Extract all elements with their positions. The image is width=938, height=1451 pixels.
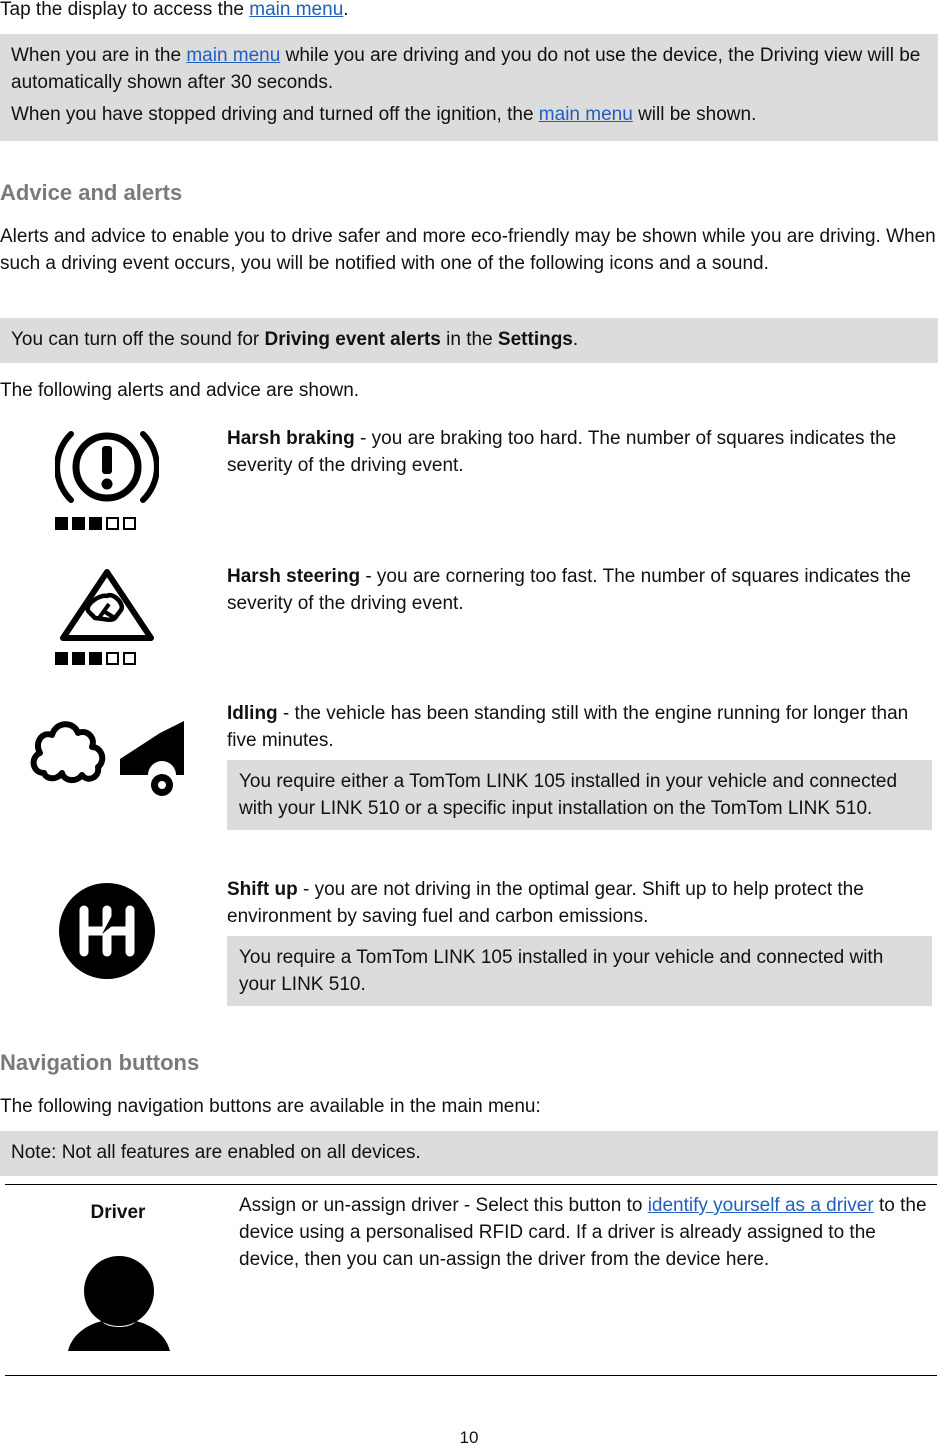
driver-description: Assign or un-assign driver - Select this button to identify yourself as a driver to the device using a personalised RFID card. If a driver is already assigned to the device, then you can un-assign the driver from the device here. bbox=[239, 1195, 927, 1270]
severity-square-filled bbox=[72, 652, 85, 665]
navigation-heading: Navigation buttons bbox=[0, 1050, 200, 1075]
sound-note: You can turn off the sound for Driving event alerts in the Settings. bbox=[0, 318, 938, 363]
advice-body: Alerts and advice to enable you to drive safer and more eco-friendly may be shown while you are driving. When such a driving event occurs, you will be notified with one of the following icons and a sound. bbox=[0, 226, 936, 274]
severity-square-filled bbox=[55, 517, 68, 530]
table-bottom-rule bbox=[5, 1375, 937, 1376]
severity-square-filled bbox=[72, 517, 85, 530]
idling-requirement-note: You require either a TomTom LINK 105 installed in your vehicle and connected with your LINK 510 or a specific input installation on the TomTom LINK 510. bbox=[227, 760, 932, 830]
page-number: 10 bbox=[459, 1428, 479, 1447]
alert-shift-up: Shift up - you are not driving in the optimal gear. Shift up to help protect the environment by saving fuel and carbon emissions. You require a TomTom LINK 105 installed in your vehicle and connected with your LINK 510. bbox=[0, 876, 938, 1012]
severity-square-filled bbox=[89, 517, 102, 530]
alerts-intro: The following alerts and advice are shown. bbox=[0, 380, 360, 401]
severity-square-empty bbox=[123, 652, 136, 665]
severity-square-empty bbox=[106, 517, 119, 530]
alert-title: Harsh braking bbox=[227, 428, 355, 449]
driver-button[interactable] bbox=[66, 1255, 172, 1361]
severity-square-empty bbox=[106, 652, 119, 665]
driver-button-label: Driver bbox=[90, 1202, 146, 1223]
navigation-body: The following navigation buttons are available in the main menu: bbox=[0, 1096, 541, 1117]
table-top-rule bbox=[5, 1184, 937, 1185]
severity-indicator bbox=[55, 517, 159, 544]
features-note: Note: Not all features are enabled on all devices. bbox=[0, 1131, 938, 1176]
severity-square-empty bbox=[123, 517, 136, 530]
main-menu-link[interactable]: main menu bbox=[249, 0, 344, 20]
harsh-braking-icon bbox=[55, 428, 159, 506]
severity-indicator bbox=[55, 652, 159, 679]
harsh-steering-icon bbox=[55, 566, 159, 642]
severity-square-filled bbox=[55, 652, 68, 665]
severity-square-filled bbox=[89, 652, 102, 665]
alert-title: Idling bbox=[227, 703, 278, 724]
alert-idling: Idling - the vehicle has been standing still with the engine running for longer than five minutes. You require either a TomTom LINK 105 installed in your vehicle and connected with your LINK 510 or a specific input installation on the TomTom LINK 510. bbox=[0, 700, 938, 862]
alert-title: Shift up bbox=[227, 879, 298, 900]
idling-icon bbox=[28, 715, 188, 797]
alert-harsh-steering: Harsh steering - you are cornering too fast. The number of squares indicates the severity of the driving event. bbox=[0, 563, 938, 673]
main-menu-link[interactable]: main menu bbox=[538, 104, 633, 125]
main-menu-link[interactable]: main menu bbox=[186, 45, 281, 66]
alert-title: Harsh steering bbox=[227, 566, 361, 587]
identify-driver-link[interactable]: identify yourself as a driver bbox=[647, 1195, 874, 1216]
shift-up-requirement-note: You require a TomTom LINK 105 installed in your vehicle and connected with your LINK 510. bbox=[227, 936, 932, 1006]
alert-harsh-braking: Harsh braking - you are braking too hard. The number of squares indicates the severity of the driving event. bbox=[0, 425, 938, 535]
advice-heading: Advice and alerts bbox=[0, 180, 183, 205]
driving-view-note: When you are in the main menu while you are driving and you do not use the device, the Driving view will be automatically shown after 30 seconds. When you have stopped driving and turned off the ignition, the main menu will be shown. bbox=[0, 34, 938, 141]
driver-icon bbox=[66, 1255, 172, 1353]
intro-text: Tap the display to access the main menu. bbox=[0, 0, 349, 20]
gear-shift-icon bbox=[58, 882, 156, 980]
